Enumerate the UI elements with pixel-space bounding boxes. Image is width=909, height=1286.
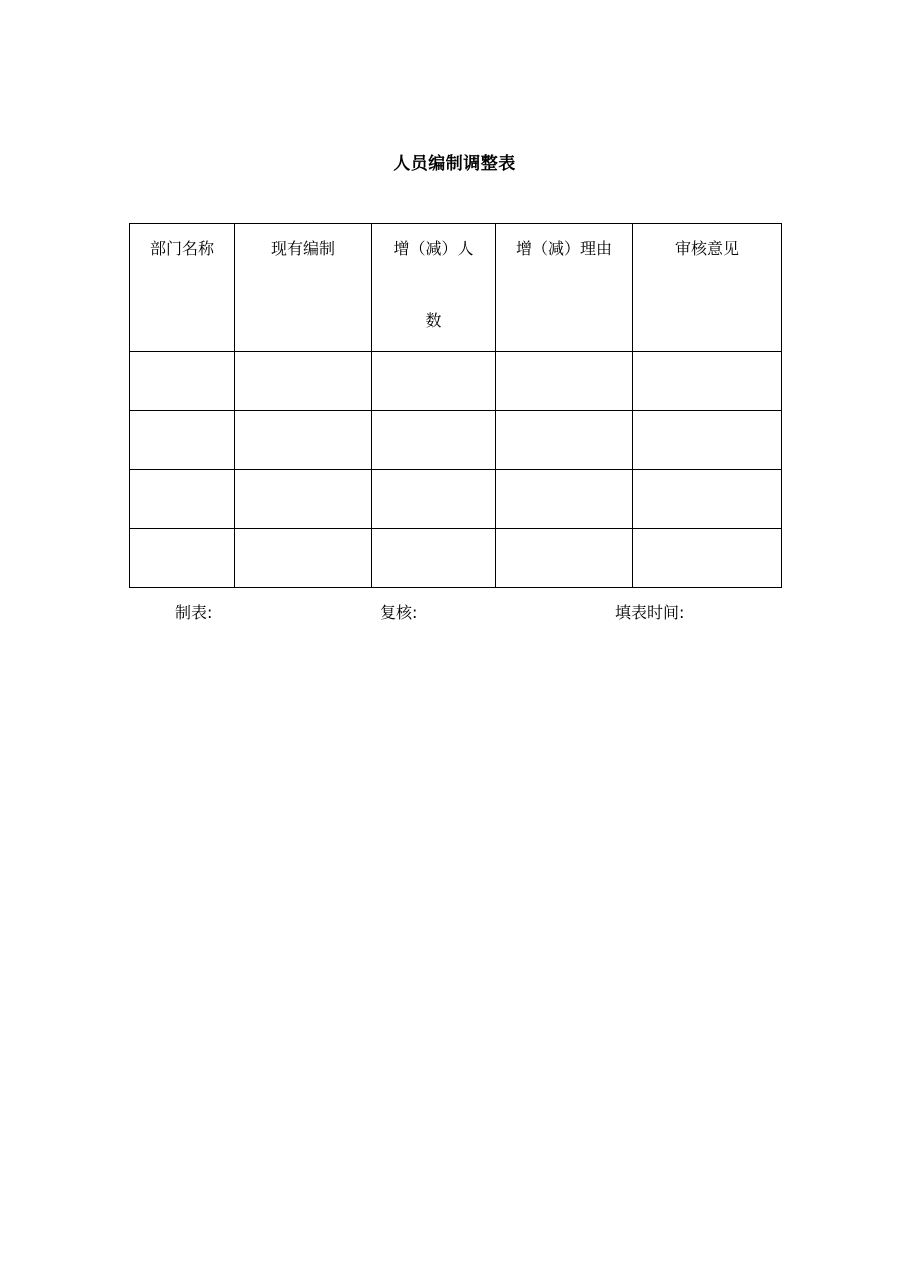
prepared-by-label: 制表: xyxy=(175,603,213,622)
table-cell[interactable] xyxy=(130,411,235,470)
table-cell[interactable] xyxy=(130,352,235,411)
header-department-label: 部门名称 xyxy=(149,239,214,258)
table-cell[interactable] xyxy=(372,470,496,529)
table-row xyxy=(130,529,782,588)
header-change-count-line-2: 数 xyxy=(425,311,442,330)
table-cell[interactable] xyxy=(633,411,782,470)
table-cell[interactable] xyxy=(130,529,235,588)
table-cell[interactable] xyxy=(633,529,782,588)
table-row xyxy=(130,470,782,529)
table-cell[interactable] xyxy=(235,411,372,470)
header-change-count-line-1: 增（减）人 xyxy=(393,239,474,258)
table-cell[interactable] xyxy=(372,529,496,588)
table-cell[interactable] xyxy=(235,470,372,529)
table-cell[interactable] xyxy=(372,352,496,411)
table-row xyxy=(130,411,782,470)
page-title: 人员编制调整表 xyxy=(393,154,516,174)
table-cell[interactable] xyxy=(633,352,782,411)
header-review-opinion-label: 审核意见 xyxy=(674,239,739,258)
header-change-reason-label: 增（减）理由 xyxy=(515,239,612,258)
header-cell-review-opinion xyxy=(633,224,782,352)
table-cell[interactable] xyxy=(496,352,633,411)
table-cell[interactable] xyxy=(496,529,633,588)
reviewed-by-label: 复核: xyxy=(380,603,418,622)
table-row xyxy=(130,352,782,411)
table-cell[interactable] xyxy=(372,411,496,470)
fill-date-label: 填表时间: xyxy=(615,603,685,622)
header-cell-department xyxy=(130,224,235,352)
table-header-row xyxy=(130,224,782,352)
header-change-count-label xyxy=(372,224,495,334)
header-cell-change-reason xyxy=(496,224,633,352)
header-current-staffing-label: 现有编制 xyxy=(270,239,335,258)
table-cell[interactable] xyxy=(496,411,633,470)
staffing-adjustment-table xyxy=(129,223,782,588)
table-cell[interactable] xyxy=(235,529,372,588)
table-cell[interactable] xyxy=(235,352,372,411)
signature-footer xyxy=(0,600,909,626)
table-cell[interactable] xyxy=(130,470,235,529)
header-cell-change-count xyxy=(372,224,496,352)
table-cell[interactable] xyxy=(633,470,782,529)
header-cell-current-staffing xyxy=(235,224,372,352)
table-cell[interactable] xyxy=(496,470,633,529)
